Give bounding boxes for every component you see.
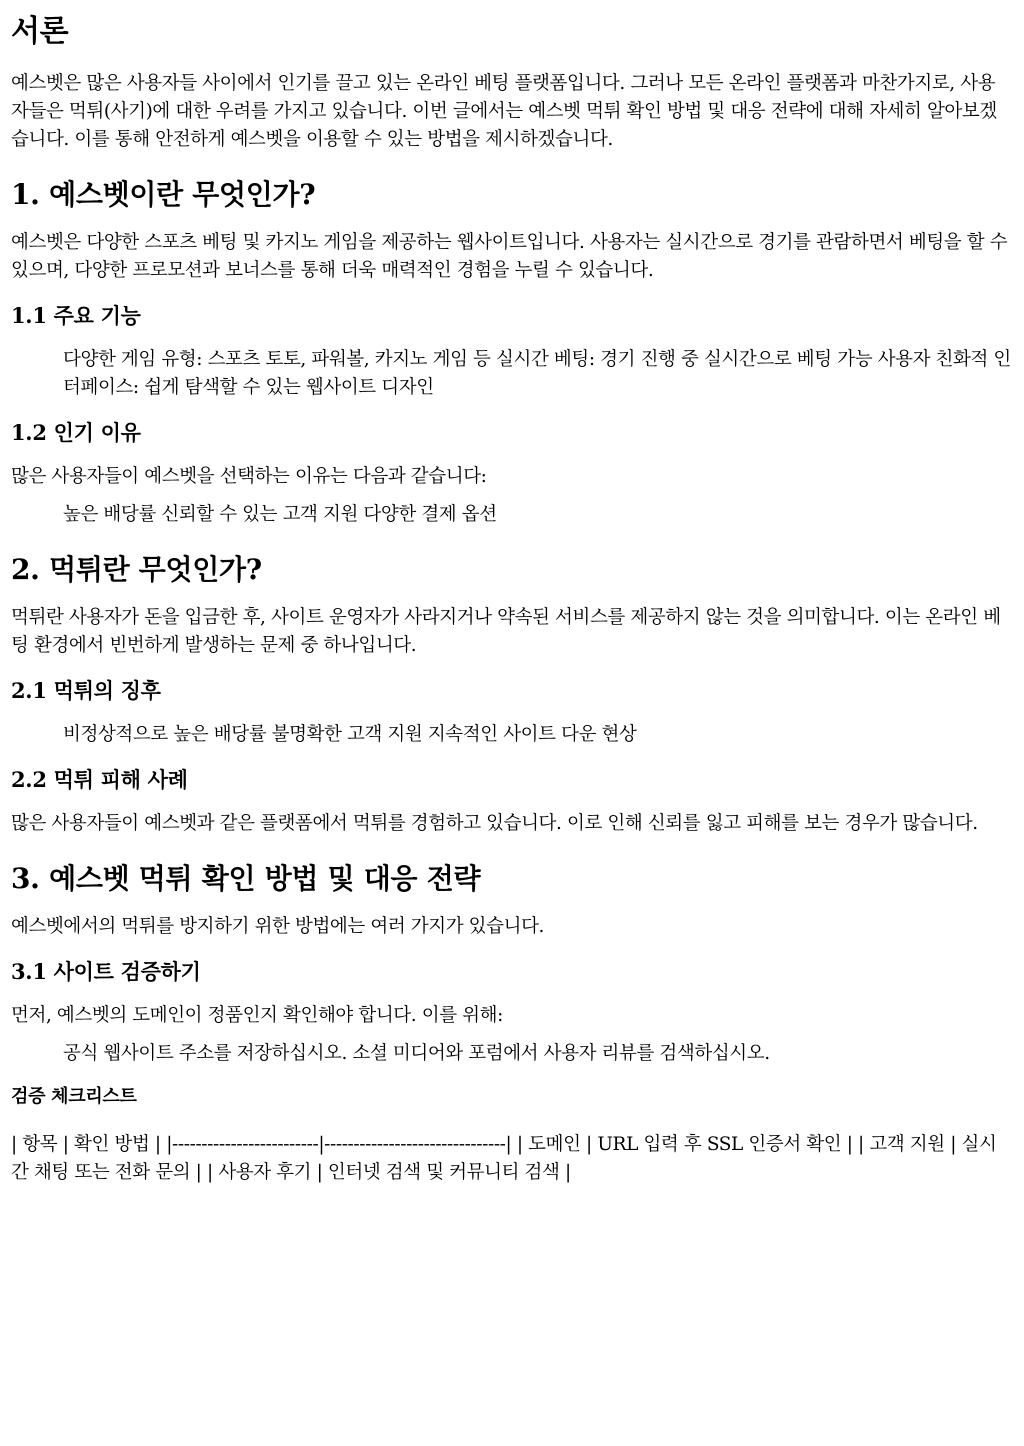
intro-paragraph: 예스벳은 많은 사용자들 사이에서 인기를 끌고 있는 온라인 베팅 플랫폼입니다. 그러나 모든 온라인 플랫폼과 마찬가지로, 사용자들은 먹튀(사기)에 대한 우려를 가지고 있습니다. 이번 글에서는 예스벳 먹튀 확인 방법 및 대응 전략에 대해 자세히 알아보겠습니다. 이를 통해 안전하게 예스벳을 이용할 수 있는 방법을 제시하겠습니다. [11, 73, 997, 150]
section3-heading: 3. 예스벳 먹튀 확인 방법 및 대응 전략 [11, 862, 481, 895]
section1-1-list: 다양한 게임 유형: 스포츠 토토, 파워볼, 카지노 게임 등 실시간 베팅: 경기 진행 중 실시간으로 베팅 가능 사용자 친화적 인터페이스: 쉽게 탐색할 수 있는 웹사이트 디자인 [63, 349, 1011, 398]
checklist-table-text: | 항목 | 확인 방법 | |-------------------------|-------------------------------| | 도메인 | URL 입력 후 SSL 인증서 확인 | | 고객 지원 | 실시간 채팅 또는 전화 문의 | | 사용자 후기 | 인터넷 검색 및 커뮤니티 검색 | [11, 1134, 997, 1183]
article [11, 4, 1011, 1187]
section3-1-list: 공식 웹사이트 주소를 저장하십시오. 소셜 미디어와 포럼에서 사용자 리뷰를 검색하십시오. [63, 1043, 770, 1064]
spacer [11, 491, 1011, 501]
section2-paragraph: 먹튀란 사용자가 돈을 입금한 후, 사이트 운영자가 사라지거나 약속된 서비스를 제공하지 않는 것을 의미합니다. 이는 온라인 베팅 환경에서 빈번하게 발생하는 문제 중 하나입니다. [11, 607, 1001, 656]
section3-paragraph: 예스벳에서의 먹튀를 방지하기 위한 방법에는 여러 가지가 있습니다. [11, 916, 545, 937]
section1-heading: 1. 예스벳이란 무엇인가? [11, 178, 316, 211]
section2-2-paragraph: 많은 사용자들이 예스벳과 같은 플랫폼에서 먹튀를 경험하고 있습니다. 이로 인해 신뢰를 잃고 피해를 보는 경우가 많습니다. [11, 813, 978, 834]
checklist-heading: 검증 체크리스트 [11, 1086, 137, 1107]
section1-1-heading: 1.1 주요 기능 [11, 303, 141, 328]
section2-heading: 2. 먹튀란 무엇인가? [11, 553, 262, 586]
section3-1-heading: 3.1 사이트 검증하기 [11, 959, 201, 984]
section1-2-list: 높은 배당률 신뢰할 수 있는 고객 지원 다양한 결제 옵션 [63, 504, 497, 525]
section3-1-paragraph: 먼저, 예스벳의 도메인이 정품인지 확인해야 합니다. 이를 위해: [11, 1005, 503, 1026]
section1-2-heading: 1.2 인기 이유 [11, 420, 141, 445]
intro-heading: 서론 [11, 14, 69, 49]
section1-paragraph: 예스벳은 다양한 스포츠 베팅 및 카지노 게임을 제공하는 웹사이트입니다. 사용자는 실시간으로 경기를 관람하면서 베팅을 할 수 있으며, 다양한 프로모션과 보너스를 통해 더욱 매력적인 경험을 누릴 수 있습니다. [11, 232, 1008, 281]
spacer [11, 1030, 1011, 1040]
section1-2-paragraph: 많은 사용자들이 예스벳을 선택하는 이유는 다음과 같습니다: [11, 466, 487, 487]
section2-1-list: 비정상적으로 높은 배당률 불명확한 고객 지원 지속적인 사이트 다운 현상 [63, 724, 637, 745]
section2-1-heading: 2.1 먹튀의 징후 [11, 678, 161, 703]
section2-2-heading: 2.2 먹튀 피해 사례 [11, 767, 188, 792]
